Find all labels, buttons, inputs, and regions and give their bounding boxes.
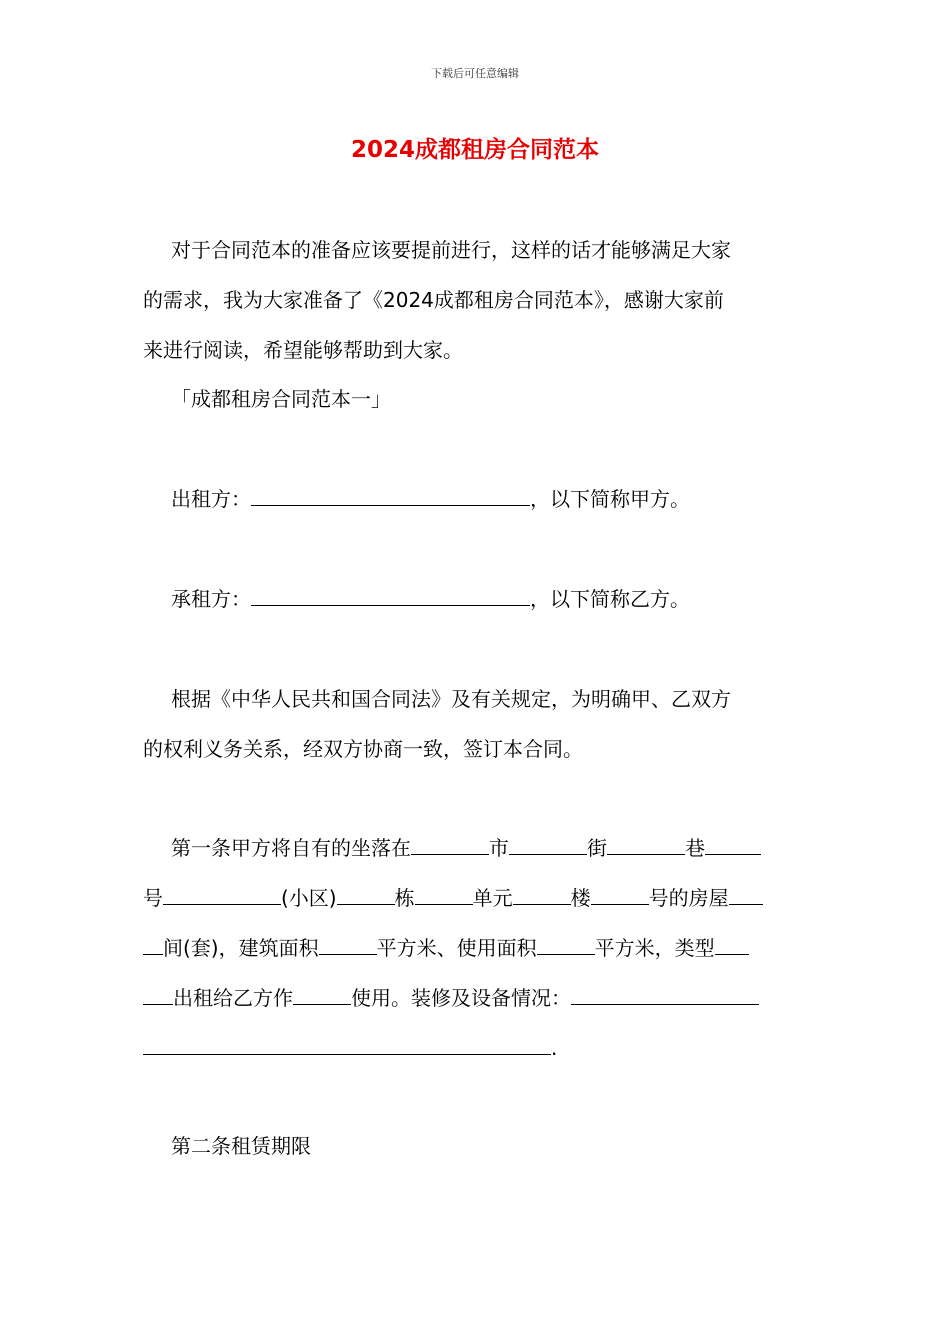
usage-blank <box>293 983 351 1005</box>
article-1-text-lane: 巷 <box>685 836 705 860</box>
building-blank <box>337 883 395 905</box>
landlord-suffix: ，以下简称甲方。 <box>530 487 690 511</box>
floor-blank <box>513 883 571 905</box>
tenant-suffix: ，以下简称乙方。 <box>530 587 690 611</box>
tenant-label: 承租方： <box>171 587 251 611</box>
article-1-line-5 <box>143 1023 807 1073</box>
intro-line-3: 来进行阅读，希望能够帮助到大家。 <box>143 338 463 362</box>
basis-paragraph <box>143 674 807 774</box>
room-number-blank <box>591 883 649 905</box>
street-blank <box>509 833 587 855</box>
article-1-line-3 <box>143 923 807 973</box>
header-note: 下载后可任意编辑 <box>431 67 519 80</box>
equipment-blank-a <box>571 983 759 1005</box>
type-blank-b <box>143 983 173 1005</box>
article-1-text-unit: 单元 <box>472 886 513 910</box>
article-1-text-usable-area: 平方米、使用面积 <box>376 936 537 960</box>
article-2-heading: 第二条租赁期限 <box>171 1134 311 1158</box>
community-blank <box>163 883 281 905</box>
tenant-name-blank <box>251 584 530 606</box>
intro-paragraph <box>143 225 807 375</box>
city-blank <box>411 833 489 855</box>
article-1-line-4 <box>143 973 807 1023</box>
article-1-text-equipment: 使用。装修及设备情况： <box>351 986 571 1010</box>
number-blank <box>705 833 761 855</box>
article-1-text-community: (小区) <box>281 886 337 910</box>
intro-line-2: 的需求，我为大家准备了《2024成都租房合同范本》，感谢大家前 <box>143 288 724 312</box>
article-1-line-1 <box>143 823 807 873</box>
unit-blank <box>415 883 473 905</box>
usable-area-blank <box>537 933 595 955</box>
building-area-blank <box>319 933 377 955</box>
article-1-text-city: 市 <box>489 836 509 860</box>
basis-line-1: 根据《中华人民共和国合同法》及有关规定，为明确甲、乙双方 <box>171 687 731 711</box>
article-1-text-building-area: 间(套)，建筑面积 <box>163 936 319 960</box>
room-count-blank-a <box>729 883 763 905</box>
basis-line-2: 的权利义务关系，经双方协商一致，签订本合同。 <box>143 737 583 761</box>
equipment-blank-b <box>143 1033 551 1055</box>
type-blank-a <box>715 933 749 955</box>
intro-line-1: 对于合同范本的准备应该要提前进行，这样的话才能够满足大家 <box>171 238 731 262</box>
article-1-line-2 <box>143 873 807 923</box>
section-heading: 「成都租房合同范本一」 <box>171 387 391 411</box>
article-1-text-location: 第一条甲方将自有的坐落在 <box>171 836 411 860</box>
article-1-text-floor: 楼 <box>570 886 591 910</box>
article-1-text-lease-to: 出租给乙方作 <box>173 986 293 1010</box>
document-title: 2024成都租房合同范本 <box>350 137 599 163</box>
room-count-blank-b <box>143 933 163 955</box>
article-1-text-house: 号的房屋 <box>648 886 729 910</box>
tenant-line <box>143 574 835 624</box>
landlord-line <box>143 474 835 524</box>
lane-blank <box>607 833 685 855</box>
article-1-text-number: 号 <box>143 886 163 910</box>
landlord-name-blank <box>251 484 530 506</box>
landlord-label: 出租方： <box>171 487 251 511</box>
article-1-text-type: 平方米，类型 <box>594 936 715 960</box>
article-1-text-building: 栋 <box>394 886 415 910</box>
article-1 <box>143 823 807 1073</box>
article-1-text-street: 街 <box>587 836 607 860</box>
article-1-text-end: . <box>551 1036 558 1060</box>
